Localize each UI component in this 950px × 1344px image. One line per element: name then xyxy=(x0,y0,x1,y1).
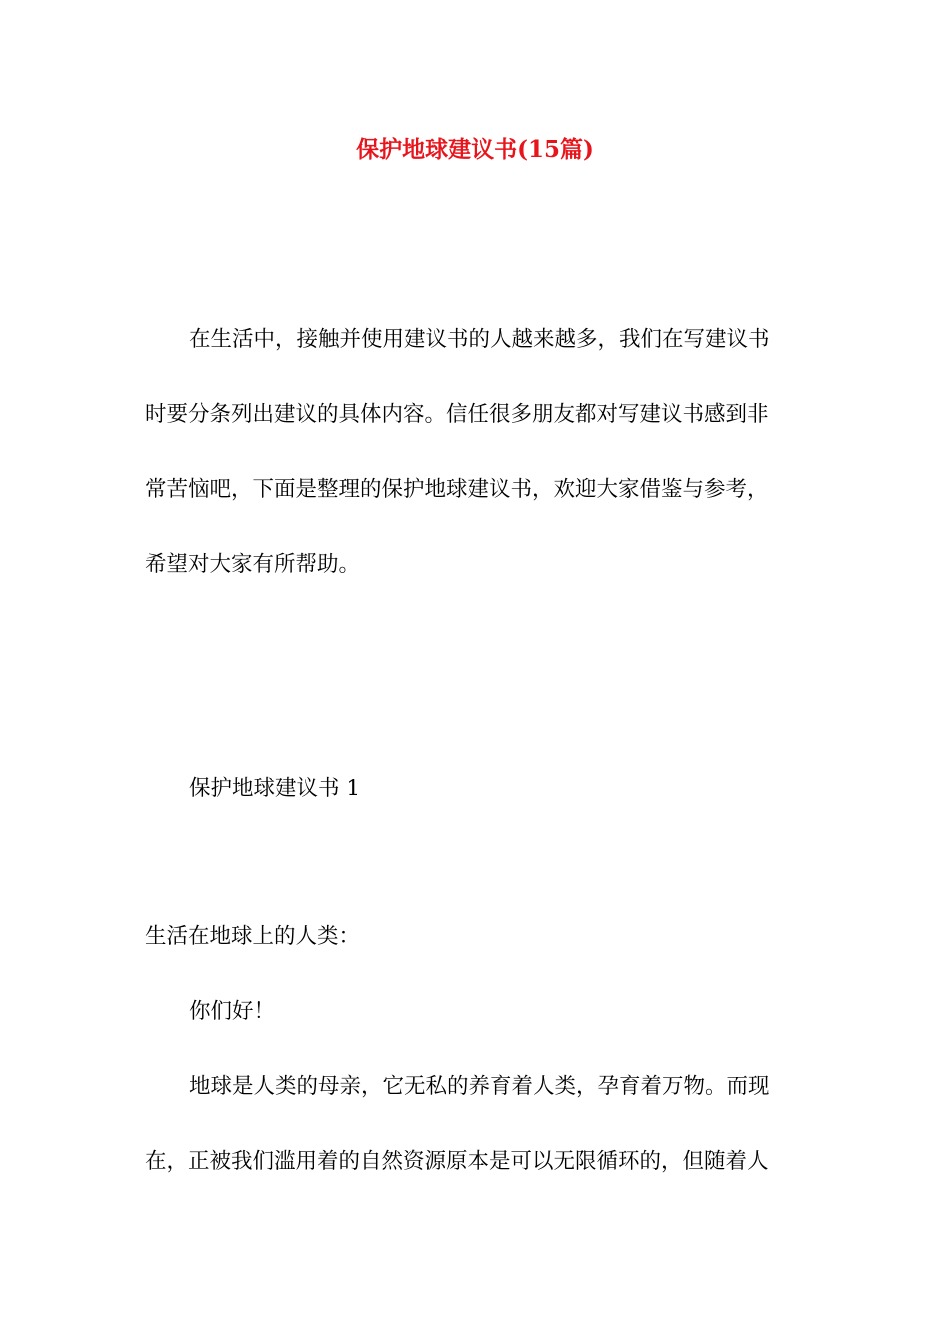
intro-paragraph xyxy=(145,302,810,602)
body-line: 地球是人类的母亲，它无私的养育着人类，孕育着万物。而现 xyxy=(189,1074,770,1099)
document-title: 保护地球建议书(15篇) xyxy=(356,136,594,163)
greeting-text: 你们好！ xyxy=(189,999,276,1024)
intro-line: 时要分条列出建议的具体内容。信任很多朋友都对写建议书感到非 xyxy=(145,402,769,427)
body-paragraph xyxy=(145,1049,810,1199)
section-heading xyxy=(145,751,810,826)
body-line: 在，正被我们滥用着的自然资源原本是可以无限循环的，但随着人 xyxy=(145,1149,769,1174)
intro-line: 常苦恼吧，下面是整理的保护地球建议书，欢迎大家借鉴与参考， xyxy=(145,477,769,502)
intro-line: 在生活中，接触并使用建议书的人越来越多，我们在写建议书 xyxy=(189,327,770,352)
greeting xyxy=(145,974,810,1049)
intro-line: 希望对大家有所帮助。 xyxy=(145,552,361,577)
salutation-text: 生活在地球上的人类： xyxy=(145,924,361,949)
salutation xyxy=(145,899,810,974)
section-heading-text: 保护地球建议书 1 xyxy=(189,776,361,801)
